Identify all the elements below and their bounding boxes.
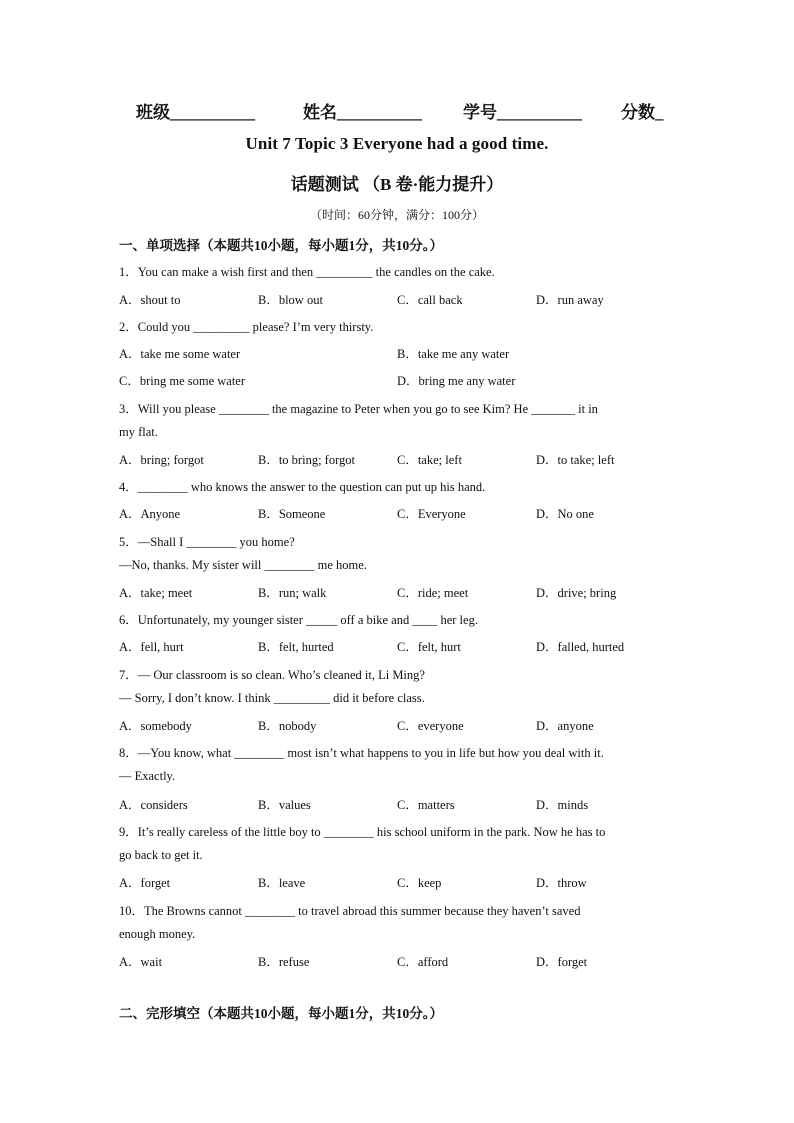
- student-info-row: [0, 98, 794, 122]
- q5-option-d[interactable]: D．drive; bring: [536, 586, 617, 600]
- q10-option-d[interactable]: D．forget: [536, 955, 588, 969]
- q1-option-b[interactable]: B．blow out: [258, 293, 323, 307]
- question-10-line-2: enough money.: [119, 927, 196, 941]
- q6-option-c[interactable]: C．felt, hurt: [397, 640, 461, 654]
- q1-option-c[interactable]: C．call back: [397, 293, 463, 307]
- q9-option-b[interactable]: B．leave: [258, 876, 306, 890]
- q10-option-b[interactable]: B．refuse: [258, 955, 310, 969]
- question-9-line-1: 9．It’s really careless of the little boy to ________ his school uniform in the park. Now he has to: [119, 825, 606, 839]
- q5-option-c[interactable]: C．ride; meet: [397, 586, 469, 600]
- q6-option-d[interactable]: D．falled, hurted: [536, 640, 625, 654]
- q1-option-d[interactable]: D．run away: [536, 293, 604, 307]
- question-3-line-2: my flat.: [119, 425, 158, 439]
- question-7-line-1: 7．— Our classroom is so clean. Who’s cleaned it, Li Ming?: [119, 668, 425, 682]
- q6-option-b[interactable]: B．felt, hurted: [258, 640, 334, 654]
- q5-option-a[interactable]: A．take; meet: [119, 586, 193, 600]
- q2-option-a[interactable]: A．take me some water: [119, 347, 241, 361]
- section-1-heading: 一、单项选择（本题共10小题，每小题1分，共10分。）: [119, 238, 443, 253]
- q9-option-a[interactable]: A．forget: [119, 876, 171, 890]
- question-8-line-1: 8．—You know, what ________ most isn’t what happens to you in life but how you deal with it.: [119, 746, 604, 760]
- q3-option-b[interactable]: B．to bring; forgot: [258, 453, 355, 467]
- q7-option-b[interactable]: B．nobody: [258, 719, 317, 733]
- q1-option-a[interactable]: A．shout to: [119, 293, 181, 307]
- question-1-line-1: 1．You can make a wish first and then _________ the candles on the cake.: [119, 265, 495, 279]
- exam-meta: （时间：60分钟，满分：100分）: [309, 208, 484, 222]
- q7-option-a[interactable]: A．somebody: [119, 719, 192, 733]
- q3-option-c[interactable]: C．take; left: [397, 453, 462, 467]
- q2-option-c[interactable]: C．bring me some water: [119, 374, 246, 388]
- score-field[interactable]: 分数_: [621, 103, 664, 122]
- q7-option-c[interactable]: C．everyone: [397, 719, 464, 733]
- question-10-line-1: 10．The Browns cannot ________ to travel abroad this summer because they haven’t saved: [119, 904, 581, 918]
- q5-option-b[interactable]: B．run; walk: [258, 586, 327, 600]
- q8-option-b[interactable]: B．values: [258, 798, 311, 812]
- question-7-line-2: — Sorry, I don’t know. I think _________ did it before class.: [119, 691, 425, 705]
- name-field[interactable]: 姓名__________: [303, 103, 422, 122]
- class-field[interactable]: 班级__________: [136, 103, 255, 122]
- q4-option-c[interactable]: C．Everyone: [397, 507, 466, 521]
- question-8-line-2: — Exactly.: [119, 769, 176, 783]
- question-5-line-2: —No, thanks. My sister will ________ me home.: [119, 558, 367, 572]
- page-subtitle: 话题测试 （B 卷·能力提升）: [290, 175, 504, 194]
- question-3-line-1: 3．Will you please ________ the magazine to Peter when you go to see Kim? He _______ it in: [119, 402, 598, 416]
- question-9-line-2: go back to get it.: [119, 848, 203, 862]
- q9-option-c[interactable]: C．keep: [397, 876, 442, 890]
- q2-option-b[interactable]: B．take me any water: [397, 347, 510, 361]
- q2-option-d[interactable]: D．bring me any water: [397, 374, 516, 388]
- q8-option-a[interactable]: A．considers: [119, 798, 188, 812]
- q8-option-c[interactable]: C．matters: [397, 798, 455, 812]
- q3-option-a[interactable]: A．bring; forgot: [119, 453, 204, 467]
- page-title: Unit 7 Topic 3 Everyone had a good time.: [245, 134, 549, 153]
- student-id-field[interactable]: 学号__________: [463, 103, 582, 122]
- question-2-line-1: 2．Could you _________ please? I’m very thirsty.: [119, 320, 374, 334]
- q9-option-d[interactable]: D．throw: [536, 876, 587, 890]
- q4-option-a[interactable]: A．Anyone: [119, 507, 181, 521]
- q8-option-d[interactable]: D．minds: [536, 798, 589, 812]
- q10-option-c[interactable]: C．afford: [397, 955, 449, 969]
- question-5-line-1: 5．—Shall I ________ you home?: [119, 535, 295, 549]
- question-6-line-1: 6．Unfortunately, my younger sister _____ off a bike and ____ her leg.: [119, 613, 478, 627]
- section-2-heading: 二、完形填空（本题共10小题，每小题1分，共10分。）: [119, 1006, 443, 1021]
- q10-option-a[interactable]: A．wait: [119, 955, 163, 969]
- question-4-line-1: 4．________ who knows the answer to the question can put up his hand.: [119, 480, 486, 494]
- q7-option-d[interactable]: D．anyone: [536, 719, 594, 733]
- q6-option-a[interactable]: A．fell, hurt: [119, 640, 184, 654]
- q4-option-d[interactable]: D．No one: [536, 507, 594, 521]
- q3-option-d[interactable]: D．to take; left: [536, 453, 615, 467]
- q4-option-b[interactable]: B．Someone: [258, 507, 326, 521]
